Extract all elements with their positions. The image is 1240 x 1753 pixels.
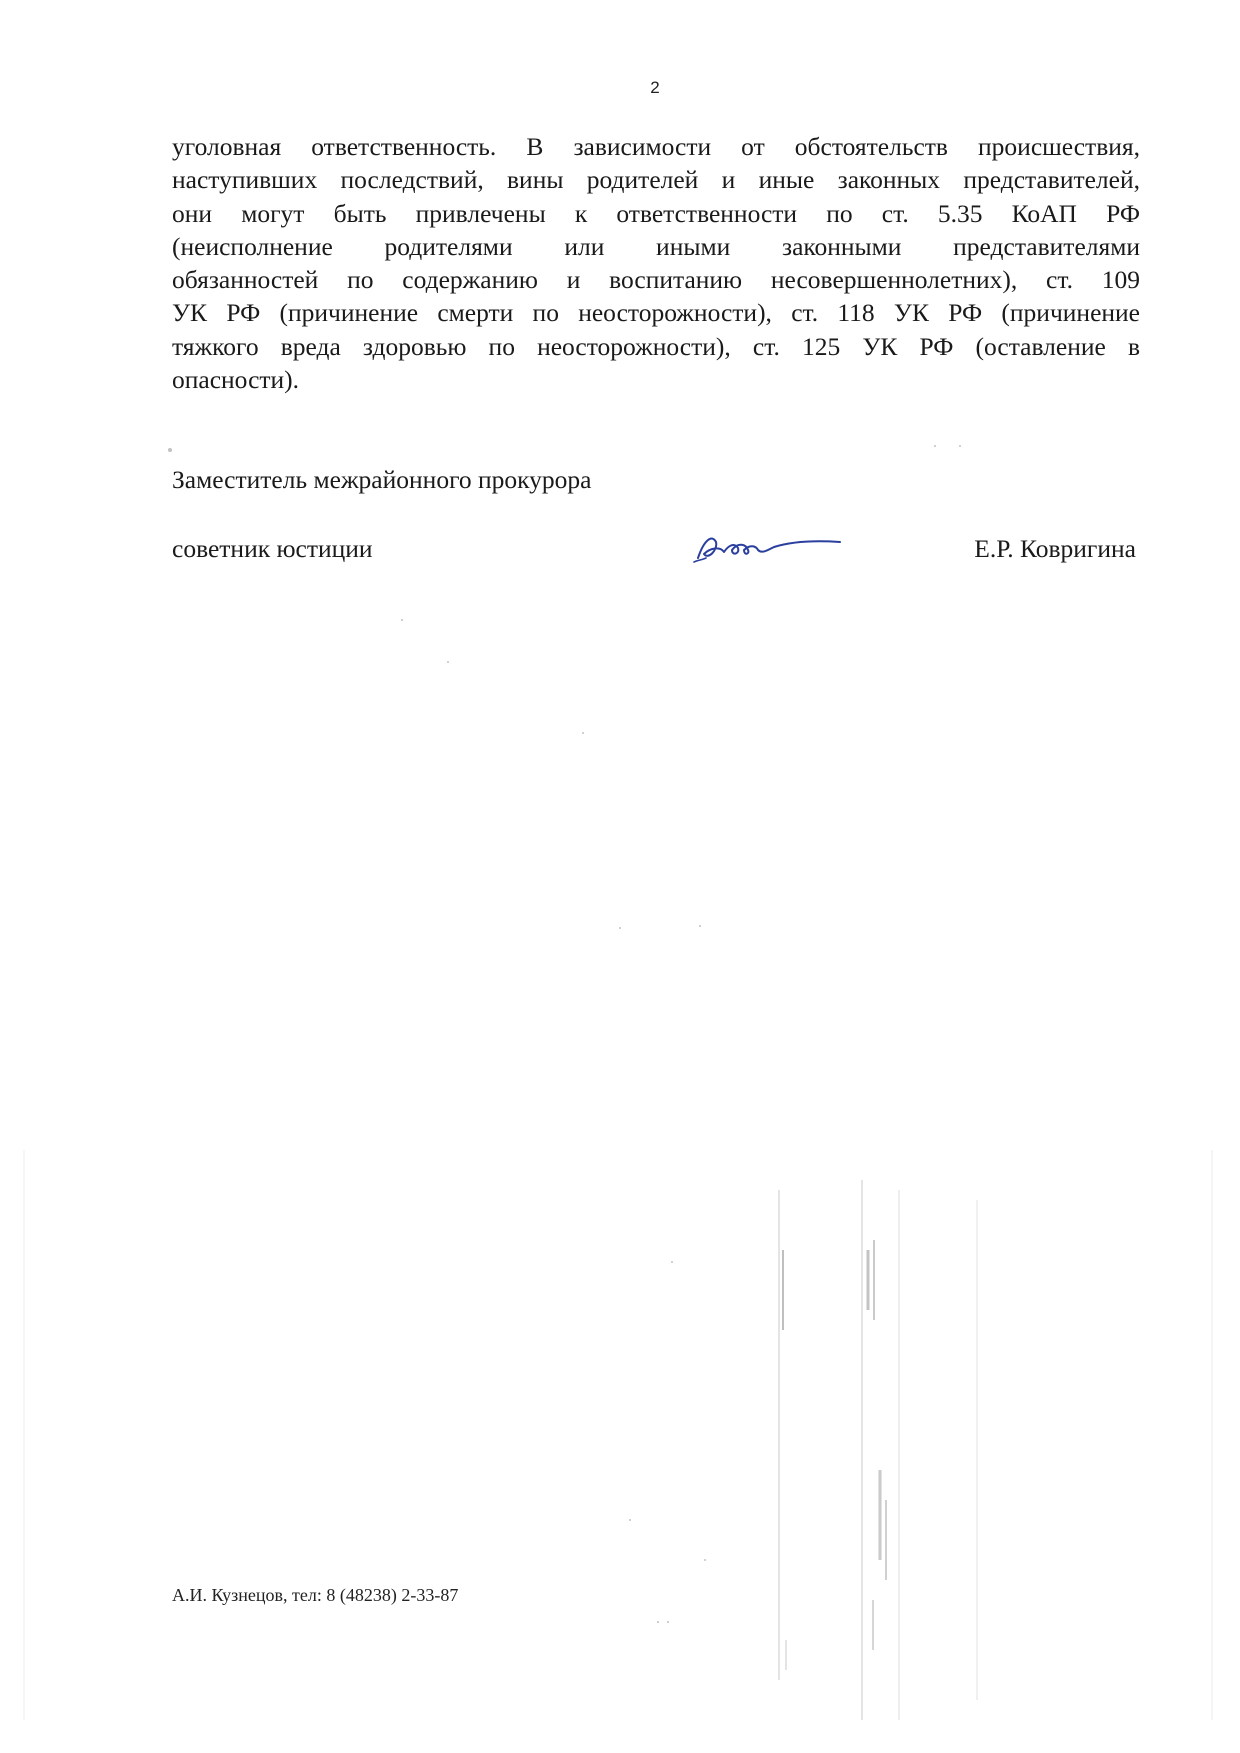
body-line: уголовная ответственность. В зависимости от обстоятельств происшествия, — [172, 132, 1140, 161]
body-line: тяжкого вреда здоровью по неосторожности), ст. 125 УК РФ (оставление в — [172, 331, 1140, 361]
body-line: обязанностей по содержанию и воспитанию несовершеннолетних), ст. 109 — [172, 265, 1140, 295]
body-line: опасности). — [172, 365, 300, 395]
signer-rank: советник юстиции — [172, 534, 373, 563]
handwritten-signature — [690, 520, 850, 570]
page-number: 2 — [650, 78, 660, 97]
body-line: УК РФ (причинение смерти по неосторожности), ст. 118 УК РФ (причинение — [172, 298, 1140, 328]
body-line: они могут быть привлечены к ответственности по ст. 5.35 КоАП РФ — [172, 198, 1140, 228]
body-line: (неисполнение родителями или иными законными представителями — [172, 231, 1140, 261]
executor-contact: А.И. Кузнецов, тел: 8 (48238) 2-33-87 — [172, 1585, 459, 1605]
body-paragraph — [172, 130, 1140, 396]
signer-position: Заместитель межрайонного прокурора — [172, 465, 592, 494]
signer-name: Е.Р. Ковригина — [974, 534, 1136, 563]
body-line: наступивших последствий, вины родителей и иные законных представителей, — [172, 165, 1140, 195]
